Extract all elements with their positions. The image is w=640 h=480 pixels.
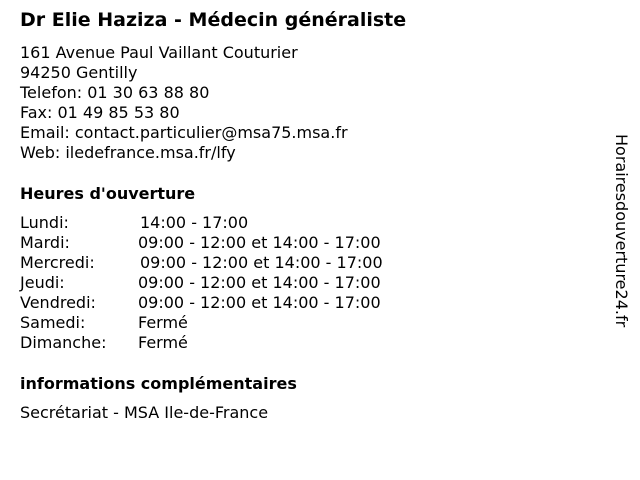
contact-block: [20, 43, 348, 163]
fax-number: Fax: 01 49 85 53 80: [20, 103, 180, 122]
time-value: Fermé: [138, 333, 188, 352]
additional-info-text: Secrétariat - MSA Ile-de-France: [20, 403, 269, 422]
website-address: Web: iledefrance.msa.fr/lfy: [20, 143, 236, 162]
time-value: 09:00 - 12:00 et 14:00 - 17:00: [138, 273, 381, 292]
page-title: Dr Elie Haziza - Médecin généraliste: [20, 9, 407, 31]
day-label: Lundi:: [20, 213, 69, 232]
time-value: 09:00 - 12:00 et 14:00 - 17:00: [138, 293, 381, 312]
day-label: Jeudi:: [20, 273, 65, 292]
day-label: Vendredi:: [20, 293, 96, 312]
time-value: 09:00 - 12:00 et 14:00 - 17:00: [138, 233, 381, 252]
day-label: Dimanche:: [20, 333, 107, 352]
day-label: Samedi:: [20, 313, 86, 332]
phone-number: Telefon: 01 30 63 88 80: [20, 83, 210, 102]
time-value: 09:00 - 12:00 et 14:00 - 17:00: [140, 253, 383, 272]
day-label: Mercredi:: [20, 253, 95, 272]
day-label: Mardi:: [20, 233, 70, 252]
opening-hours-heading: Heures d'ouverture: [20, 184, 196, 203]
additional-info-heading: informations complémentaires: [20, 374, 297, 393]
time-value: Fermé: [138, 313, 188, 332]
email-address: Email: contact.particulier@msa75.msa.fr: [20, 123, 348, 142]
time-value: 14:00 - 17:00: [140, 213, 249, 232]
address-city: 94250 Gentilly: [20, 63, 138, 82]
address-street: 161 Avenue Paul Vaillant Couturier: [20, 43, 298, 62]
site-watermark: Horairesdouverture24.fr: [612, 134, 631, 328]
